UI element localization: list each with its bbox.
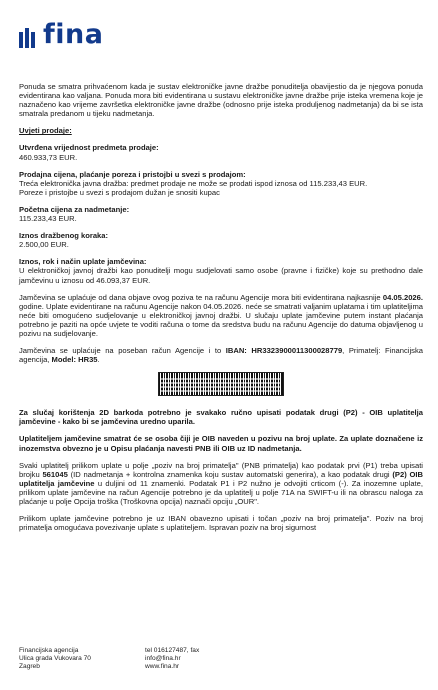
value-amount: 460.933,73 EUR.	[19, 152, 78, 162]
footer-tel: tel 016127487, fax	[145, 647, 200, 654]
deadline-text-1: Jamčevina se uplaćuje od dana objave ovog poziva te na računu Agencije mora biti evidentirana najkasnije	[19, 292, 381, 302]
deadline-date: 04.05.2026.	[382, 292, 423, 302]
start-price-section	[19, 205, 423, 223]
footer-street: Ulica grada Vukovara 70	[19, 655, 91, 662]
page-footer	[19, 647, 423, 671]
footer-city: Zagreb	[19, 663, 40, 670]
account-iban: IBAN: HR3323900011300028779	[225, 346, 343, 356]
logo-text: fina	[43, 19, 104, 50]
sale-price-line2: Poreze i pristojbe u svezi s prodajom dužan je snositi kupac	[19, 187, 220, 197]
closing-paragraph: Prilikom uplate jamčevine potrebno je uz IBAN obavezno upisati i točan „poziv na broj primatelja". Poziv na broj primatelja omogućava povezivanje uplate s uplatiteljem. Ispravan poziv na broj sigurnost	[19, 514, 423, 533]
reference-p2: (P2) OIB uplatitelja jamčevine	[19, 469, 423, 488]
value-section	[19, 143, 423, 161]
account-end: .	[97, 355, 100, 365]
conditions-heading: Uvjeti prodaje:	[19, 126, 72, 136]
footer-web[interactable]: www.fina.hr	[145, 663, 180, 670]
account-model: Model: HR35	[51, 355, 98, 365]
logo-bars-icon	[19, 28, 37, 48]
sale-price-section	[19, 170, 423, 197]
sale-price-line1: Treća elektronička javna dražba: predmet prodaje ne može se prodati ispod iznosa od 115.233,43 EUR.	[19, 178, 368, 188]
sale-price-label: Prodajna cijena, plaćanje poreza i pristojbi u svezi s prodajom:	[19, 169, 246, 179]
footer-contact	[145, 647, 345, 671]
barcode-note: Za slučaj korištenja 2D barkoda potrebno je svakako ručno upisati podatak drugi (P2) - OIB uplatitelja jamčevine - kako bi se jamčevina uredno uparila.	[19, 408, 423, 427]
start-price-label: Početna cijena za nadmetanje:	[19, 204, 130, 214]
footer-email[interactable]: info@fina.hr	[145, 655, 181, 662]
deposit-label: Iznos, rok i način uplate jamčevina:	[19, 257, 147, 267]
payer-note: Uplatiteljem jamčevine smatrat će se osoba čiji je OIB naveden u pozivu na broj uplate. Za uplate doznačene iz inozemstva obvezno je u Opisu plaćanja navesti PNB ili OIB uz ID nadmetanja.	[19, 434, 423, 453]
value-label: Utvrđena vrijednost predmeta prodaje:	[19, 143, 159, 153]
barcode-area	[19, 372, 423, 396]
intro-paragraph: Ponuda se smatra prihvaćenom kada je sustav elektroničke javne dražbe ponuditelja obavijestio da je njegova ponuda evidentirana kao valjana. Ponuda mora biti evidentirana u sustavu elektroničke javne dražbe prije isteka vremena koje je naznačeno kao vrijeme završetka elektroničke javne dražbe (odnosno prije isteka produljenog nadmetanja) da bi se ista smatrala predanom u tijeku nadmetanja.	[19, 82, 423, 119]
account-text-2: , Primatelj: Financijska agencija,	[19, 346, 423, 365]
deposit-section	[19, 257, 423, 284]
reference-text-1: Svaki uplatitelj prilikom uplate u polje „poziv na broj primatelja" (PNB primatelja) kao podatak prvi (P1) treba upisati brojku	[19, 460, 423, 479]
reference-text-3: u duljini od 11 znamenki. Podatak P1 i P2 nužno je odvojiti crticom (-). Za inozemne uplate, prilikom uplate jamčevine na račun Agencije potrebno je da uplatitelj u polje 71A na SWIFT-u ili na obrascu naloga za plaćanje u polje Opcija troška (Troškovna opcija) naznači opciju „OUR".	[19, 478, 423, 506]
reference-text-2: (ID nadmetanja + kontrolna znamenka koju sustav automatski generira), a kao podatak drugi	[70, 469, 390, 479]
deadline-text-2: godine. Uplate evidentirane na računu Agencije nakon 04.05.2026. neće se smatrati valjanim uplatama i tim uplatiteljima neće biti omogućeno sudjelovanje u elektroničkoj javnoj dražbi. U slučaju uplate jamčevine putem instant plaćanja potrebno je paziti na opće uvjete te voditi računa o tome da sredstva budu na računu Agencije do datuma objavljenog u pozivu na sudjelovanje.	[19, 301, 423, 338]
account-text-1: Jamčevina se uplaćuje na poseban račun Agencije i to	[19, 346, 222, 356]
document-body	[19, 82, 423, 540]
account-paragraph	[19, 346, 423, 364]
start-price-amount: 115.233,43 EUR.	[19, 214, 77, 224]
deadline-paragraph	[19, 293, 423, 338]
footer-address	[19, 647, 145, 671]
increment-label: Iznos dražbenog koraka:	[19, 231, 109, 241]
barcode-2d-image	[158, 372, 284, 396]
reference-number: 561045	[42, 469, 68, 479]
fina-logo	[19, 19, 104, 50]
footer-company: Financijska agencija	[19, 647, 79, 654]
increment-section	[19, 231, 423, 249]
deposit-text: U elektroničkoj javnoj dražbi kao ponuditelji mogu sudjelovati samo osobe (pravne i fizičke) koje su prethodno dale jamčevinu u iznosu od 46.093,37 EUR.	[19, 266, 423, 285]
increment-amount: 2.500,00 EUR.	[19, 240, 69, 250]
reference-paragraph	[19, 461, 423, 506]
